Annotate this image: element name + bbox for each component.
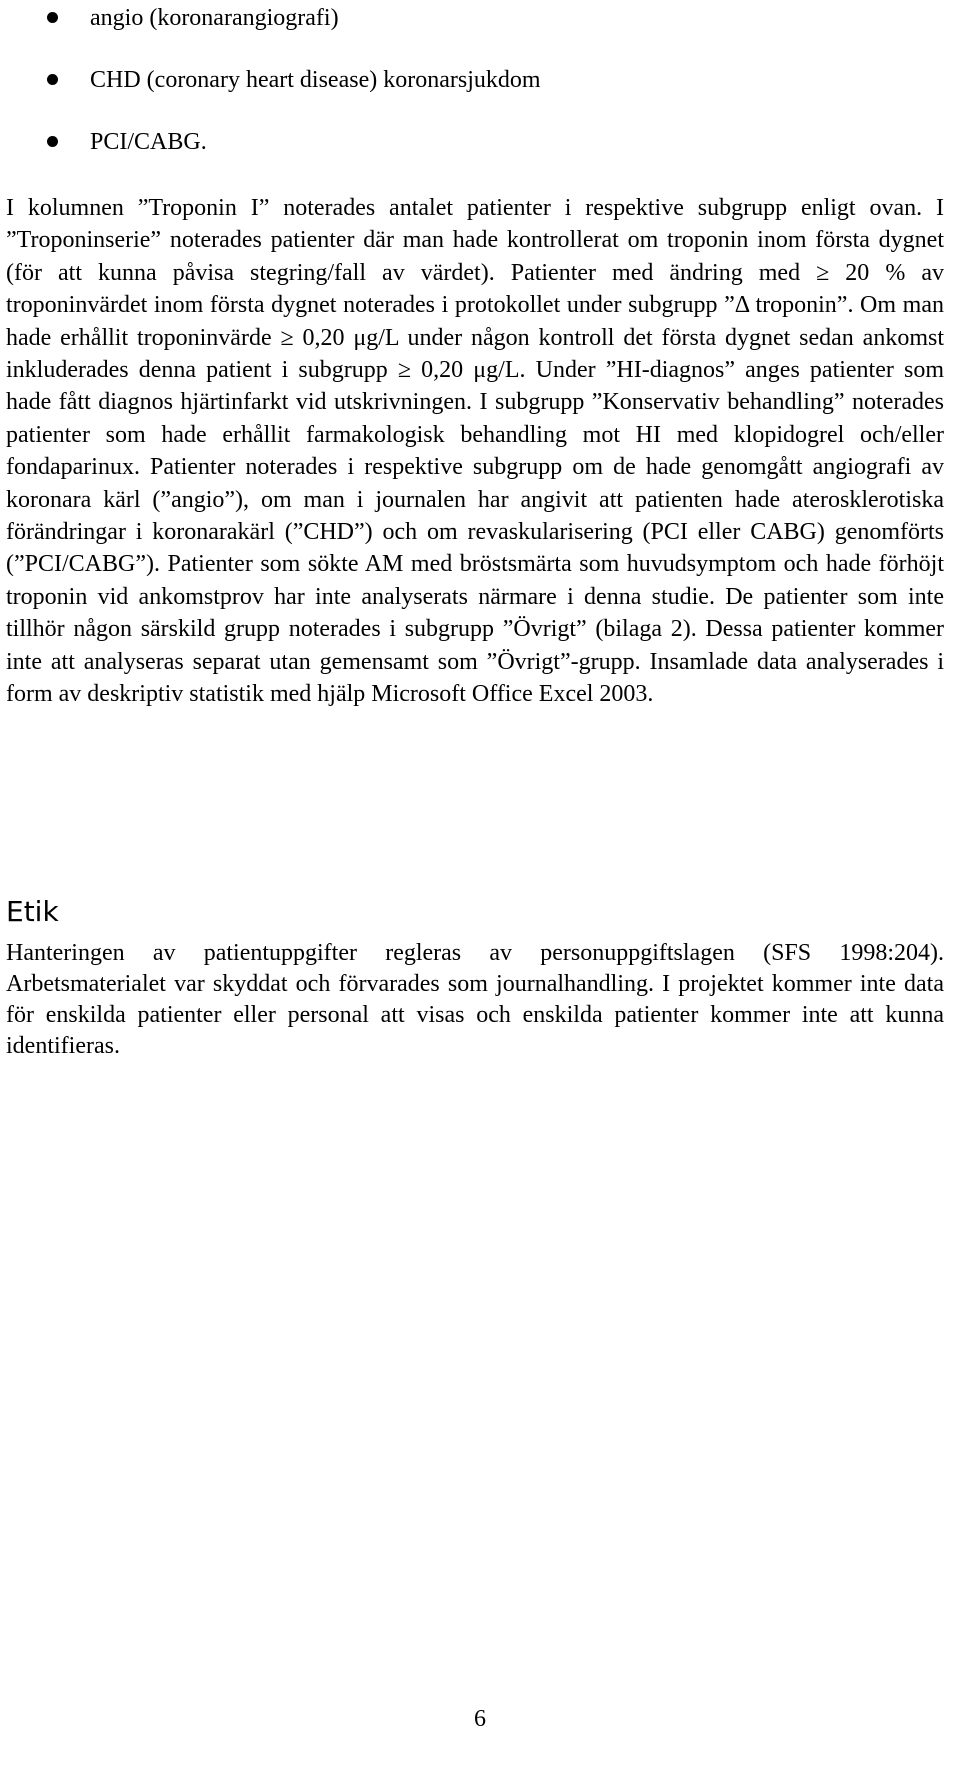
list-item-text: angio (koronarangiografi) <box>90 5 339 31</box>
main-paragraph: I kolumnen ”Troponin I” noterades antalet patienter i respektive subgrupp enligt ovan. I ”Troponinserie” noterades patienter där man hade kontrollerat om troponin inom första dygnet (för att kunna påvisa stegring/fall av värdet). Patienter med ändring med ≥ 20 % av troponinvärdet inom första dygnet noterades i protokollet under subgrupp ”Δ troponin”. Om man hade erhållit troponinvärde ≥ 0,20 μg/L under någon kontroll det första dygnet sedan ankomst inkluderades denna patient i subgrupp ≥ 0,20 μg/L. Under ”HI-diagnos” anges patienter som hade fått diagnos hjärtinfarkt vid utskrivningen. I subgrupp ”Konservativ behandling” noterades patienter som hade erhållit farmakologisk behandling mot HI med klopidogrel och/eller fondaparinux. Patienter noterades i respektive subgrupp om de hade genomgått angiografi av koronara kärl (”angio”), om man i journalen har angivit att patienten hade aterosklerotiska förändringar i koronarakärl (”CHD”) och om revaskularisering (PCI eller CABG) genomförts (”PCI/CABG”). Patienter som sökte AM med bröstsmärta som huvudsymptom och hade förhöjt troponin vid ankomstprov har inte analyserats närmare i denna studie. De patienter som inte tillhör någon särskild grupp noterades i subgrupp ”Övrigt” (bilaga 2). Dessa patienter kommer inte att analyseras separat utan gemensamt som ”Övrigt”-grupp. Insamlade data analyserades i form av deskriptiv statistik med hjälp Microsoft Office Excel 2003. <box>6 195 944 708</box>
bullet-icon <box>47 74 58 85</box>
list-item-text: CHD (coronary heart disease) koronarsjukdom <box>90 67 541 93</box>
list-item-text: PCI/CABG. <box>90 129 207 155</box>
bullet-icon <box>47 12 58 23</box>
list-item <box>0 124 900 160</box>
etik-paragraph: Hanteringen av patientuppgifter regleras av personuppgiftslagen (SFS 1998:204). Arbetsmaterialet var skyddat och förvarades som journalhandling. I projektet kommer inte data för enskilda patienter eller personal att visas och enskilda patienter kommer inte att kunna identifieras. <box>6 940 944 1059</box>
section-heading-etik: Etik <box>6 895 59 928</box>
list-item <box>0 0 900 36</box>
list-item <box>0 62 900 98</box>
bullet-icon <box>47 136 58 147</box>
page-number: 6 <box>474 1706 486 1732</box>
